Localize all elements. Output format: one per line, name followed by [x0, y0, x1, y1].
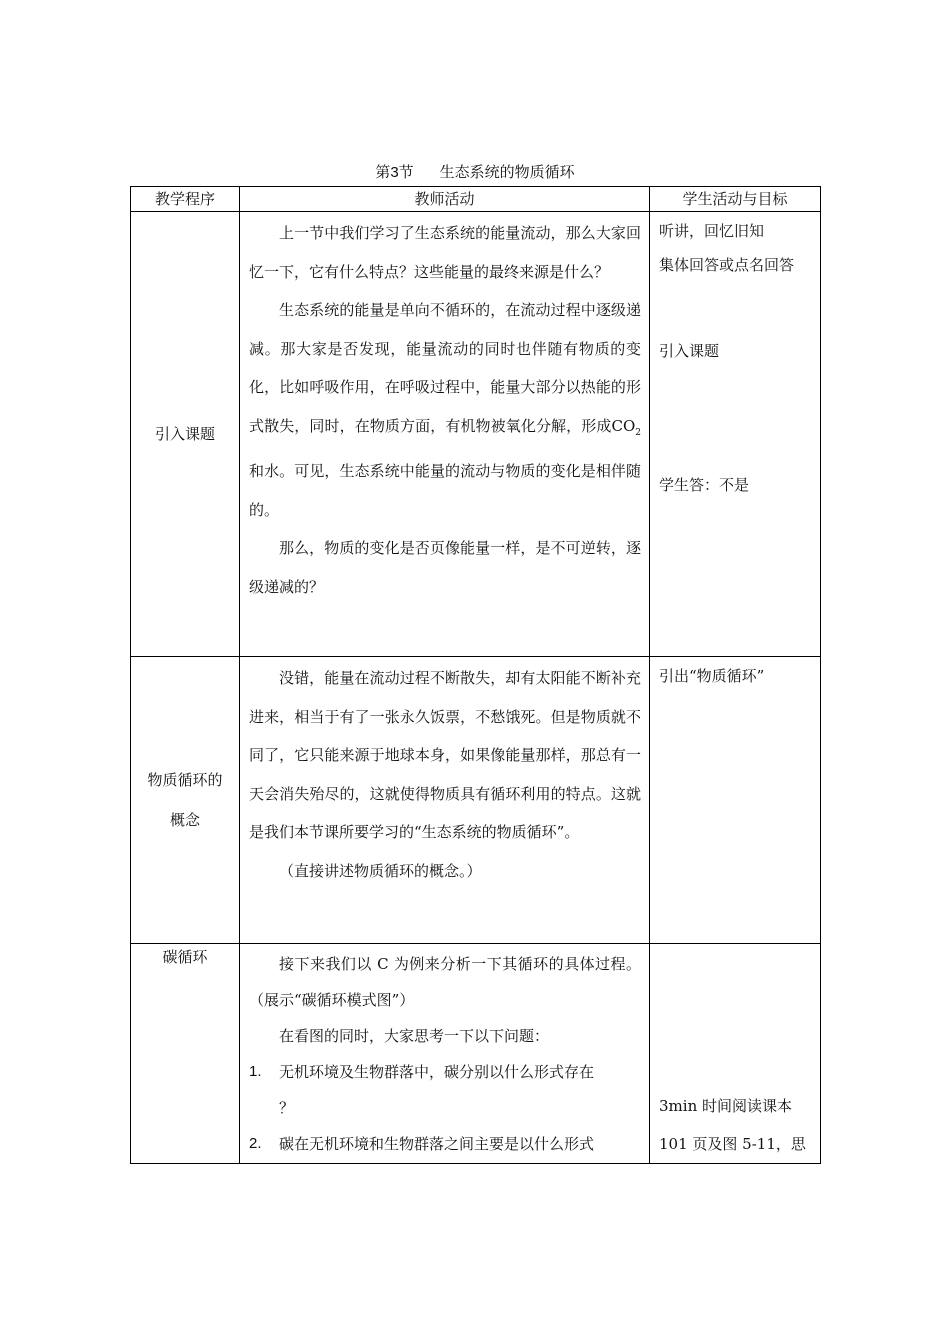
lesson-plan-table	[130, 186, 821, 1164]
student-cell	[650, 944, 821, 1164]
teacher-paragraph: 在看图的同时，大家思考一下以下问题：	[279, 1027, 550, 1045]
student-cell	[650, 212, 821, 657]
table-row	[131, 657, 821, 944]
list-item: 1. 无机环境及生物群落中，碳分别以什么形式存在 ？	[249, 1063, 595, 1117]
student-text: 3min 时间阅读课本	[659, 1097, 792, 1115]
teacher-cell	[240, 212, 650, 657]
student-text: 引出“物质循环”	[659, 667, 765, 685]
procedure-cell: 物质循环的 概念	[131, 657, 240, 944]
student-cell	[650, 657, 821, 944]
header-teacher: 教师活动	[240, 187, 650, 212]
question-list	[249, 1054, 641, 1162]
teacher-paragraph: 生态系统的能量是单向不循环的，在流动过程中逐级递减。那大家是否发现，能量流动的同时也伴随有物质的变化，比如呼吸作用，在呼吸过程中，能量大部分以热能的形式散失，同时，在物质方面，有机物被氧化分解，形成$CO_2$和水。可见，生态系统中能量的流动与物质的变化是相伴随的。	[249, 301, 641, 519]
teacher-paragraph: 那么，物质的变化是否页像能量一样，是不可逆转，逐级递减的？	[249, 539, 641, 596]
header-student: 学生活动与目标	[650, 187, 821, 212]
student-text: 听讲，回忆旧知	[659, 222, 765, 240]
student-text: 引入课题	[659, 342, 720, 360]
teacher-cell	[240, 944, 650, 1164]
table-row	[131, 212, 821, 657]
student-text: 学生答：不是	[659, 476, 750, 494]
procedure-cell: 碳循环	[131, 944, 240, 1164]
teacher-paragraph: 没错，能量在流动过程不断散失，却有太阳能不断补充进来，相当于有了一张永久饭票，不愁饿死。但是物质就不同了，它只能来源于地球本身，如果像能量那样，那总有一天会消失殆尽的，这就使得物质具有循环利用的特点。这就是我们本节课所要学习的“生态系统的物质循环”。	[249, 669, 641, 841]
teacher-cell	[240, 657, 650, 944]
page-title: 第3节 生态系统的物质循环	[375, 163, 575, 181]
table-row	[131, 944, 821, 1164]
student-text: 101 页及图 5-11，思	[659, 1135, 806, 1153]
header-procedure: 教学程序	[131, 187, 240, 212]
student-text: 集体回答或点名回答	[659, 256, 795, 274]
teacher-paragraph: （直接讲述物质循环的概念。）	[279, 861, 482, 880]
teacher-paragraph: 接下来我们以 C 为例来分析一下其循环的具体过程。（展示“碳循环模式图”）	[249, 955, 641, 1009]
teacher-paragraph: 上一节中我们学习了生态系统的能量流动，那么大家回忆一下，它有什么特点？这些能量的最终来源是什么？	[249, 224, 641, 281]
list-item: 2. 碳在无机环境和生物群落之间主要是以什么形式	[249, 1135, 595, 1153]
table-header-row	[131, 187, 821, 212]
procedure-cell: 引入课题	[131, 212, 240, 657]
